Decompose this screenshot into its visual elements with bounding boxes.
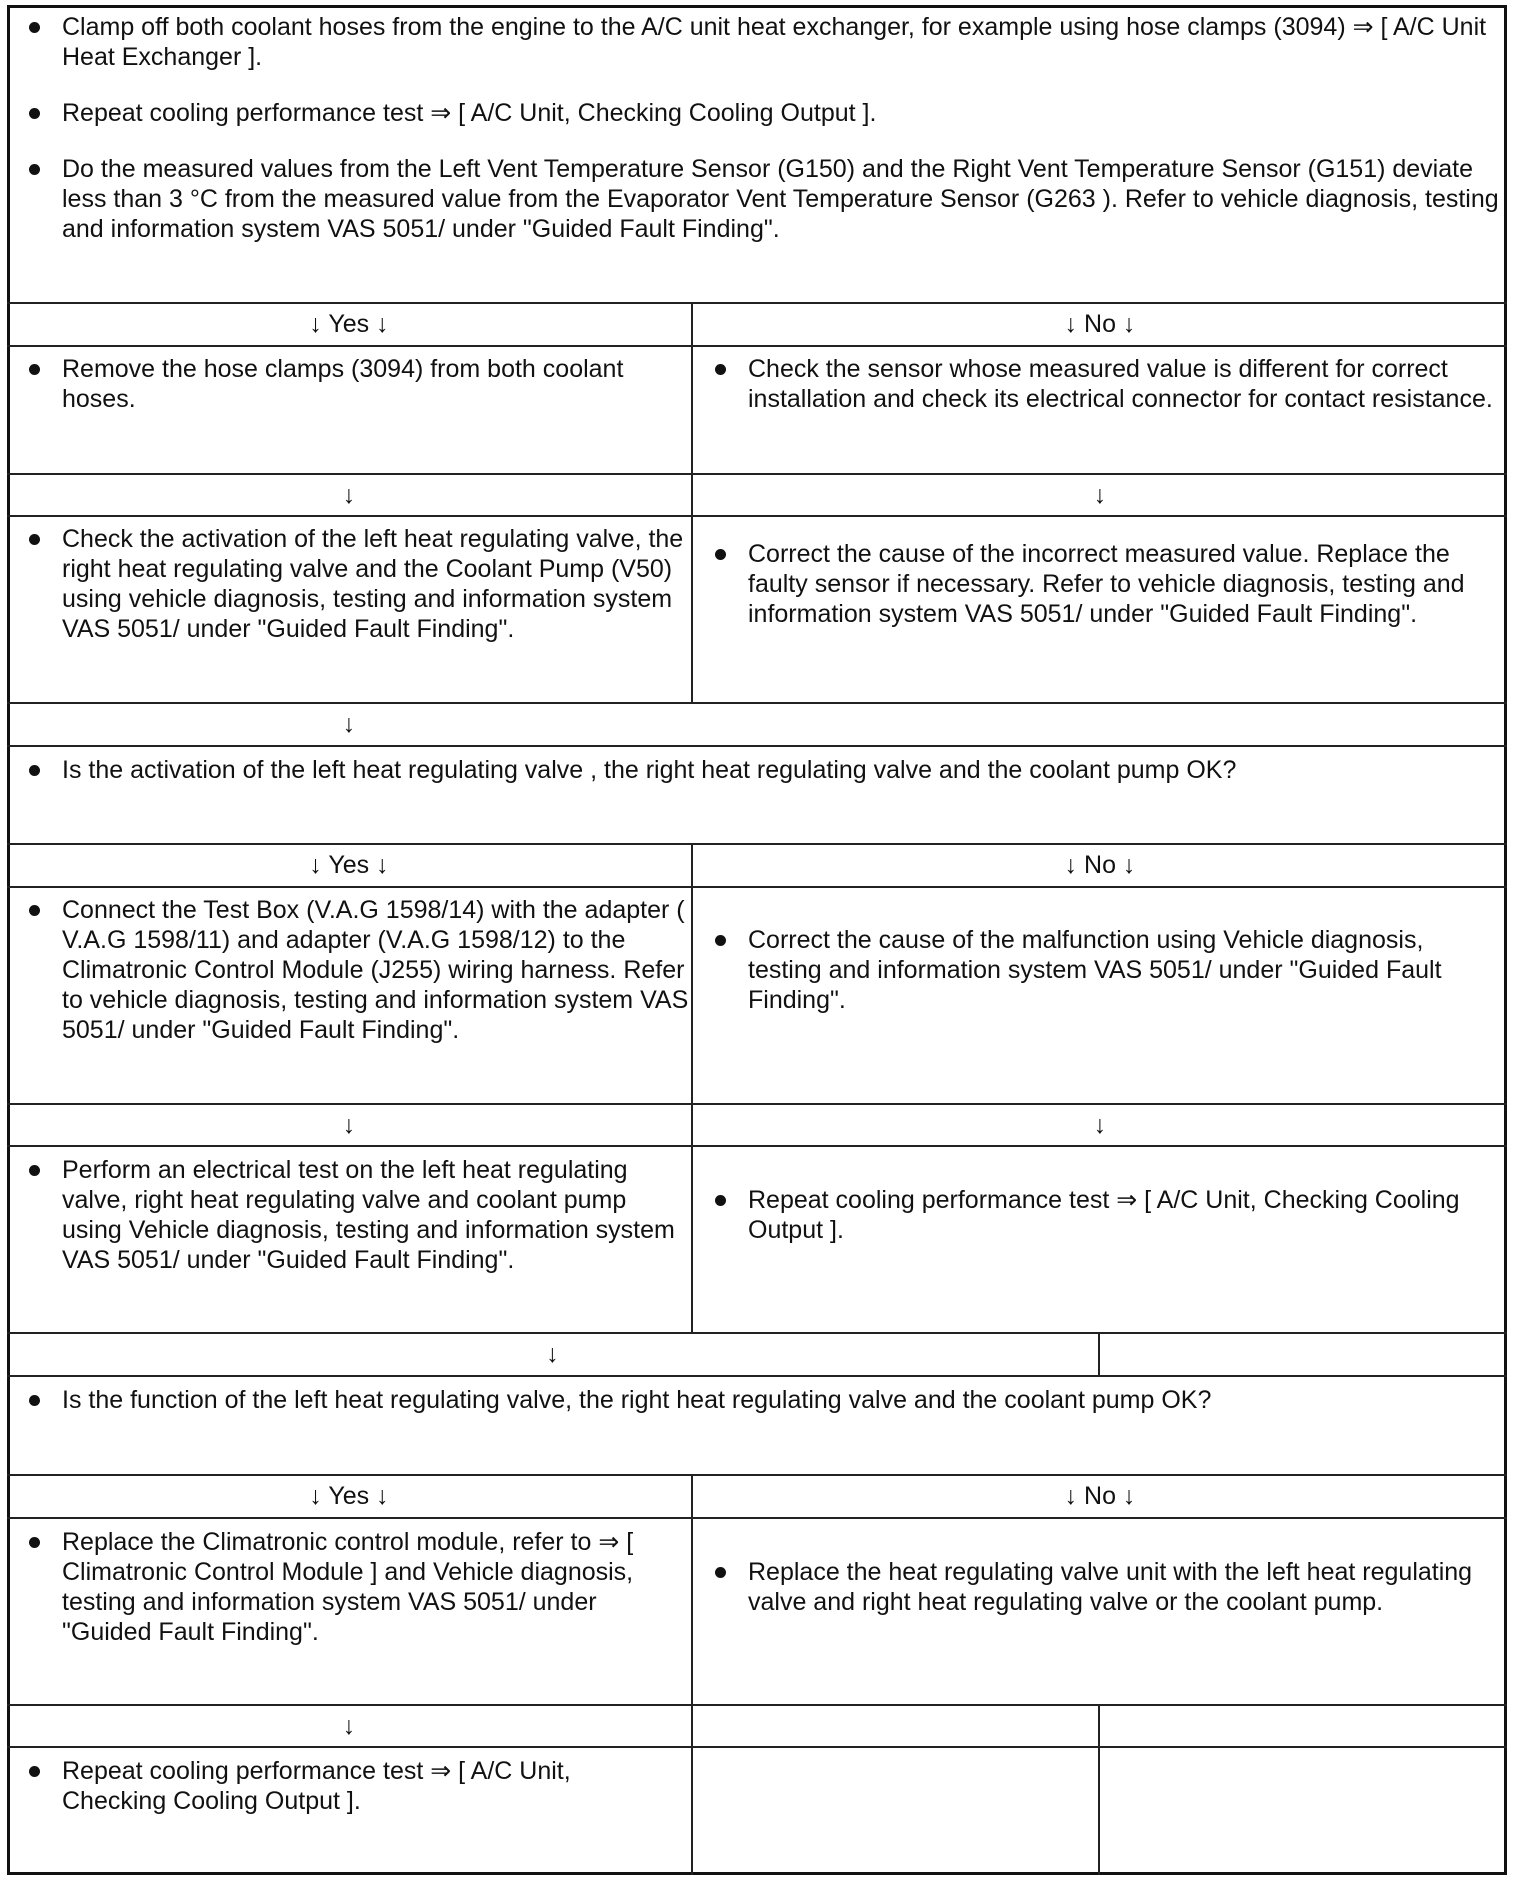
row-divider — [7, 1746, 1507, 1748]
no-instruction: Check the sensor whose measured value is different for correct installation and check its electrical connector for contact resistance. — [748, 354, 1500, 414]
no-label: ↓ No ↓ — [1064, 851, 1136, 879]
yes-instruction: Check the activation of the left heat regulating valve, the right heat regulating valve and the Coolant Pump (V50) using vehicle diagnosis, testing and information system VAS 5051/ under "Guided Fault Finding". — [62, 524, 688, 644]
row-divider — [7, 745, 1507, 747]
down-arrow: ↓ — [546, 1340, 559, 1368]
no-label: ↓ No ↓ — [1064, 310, 1136, 338]
column-divider — [1098, 1704, 1100, 1875]
row-divider — [7, 1145, 1507, 1147]
yes-label: ↓ Yes ↓ — [309, 1482, 389, 1510]
row-divider — [7, 886, 1507, 888]
yes-label: ↓ Yes ↓ — [309, 310, 389, 338]
yes-label: ↓ Yes ↓ — [309, 851, 389, 879]
no-label: ↓ No ↓ — [1064, 1482, 1136, 1510]
down-arrow: ↓ — [342, 1712, 356, 1740]
no-instruction: Correct the cause of the malfunction using Vehicle diagnosis, testing and information system VAS 5051/ under "Guided Fault Finding". — [748, 925, 1500, 1015]
row-divider — [7, 1375, 1507, 1377]
down-arrow: ↓ — [342, 1111, 356, 1139]
row-divider — [7, 1517, 1507, 1519]
no-instruction: Correct the cause of the incorrect measured value. Replace the faulty sensor if necessary. Refer to vehicle diagnosis, testing and information system VAS 5051/ under "Guided Fault Finding". — [748, 539, 1500, 629]
instruction-text: Repeat cooling performance test ⇒ [ A/C Unit, Checking Cooling Output ]. — [62, 98, 1502, 128]
yes-instruction: Replace the Climatronic control module, refer to ⇒ [ Climatronic Control Module ] and Vehicle diagnosis, testing and information system VAS 5051/ under "Guided Fault Finding". — [62, 1527, 682, 1647]
yes-instruction: Perform an electrical test on the left heat regulating valve, right heat regulating valve and coolant pump using Vehicle diagnosis, testing and information system VAS 5051/ under "Guided Fault Finding". — [62, 1155, 688, 1275]
column-divider — [1098, 1332, 1100, 1375]
row-divider — [7, 515, 1507, 517]
final-instruction: Repeat cooling performance test ⇒ [ A/C Unit, Checking Cooling Output ]. — [62, 1756, 642, 1816]
yes-instruction: Remove the hose clamps (3094) from both coolant hoses. — [62, 354, 682, 414]
question-text: Is the function of the left heat regulating valve, the right heat regulating valve and the coolant pump OK? — [62, 1385, 1502, 1415]
down-arrow: ↓ — [1093, 1111, 1107, 1139]
column-divider — [691, 1474, 693, 1875]
down-arrow: ↓ — [1093, 481, 1107, 509]
yes-instruction: Connect the Test Box (V.A.G 1598/14) with the adapter ( V.A.G 1598/11) and adapter (V.A.G 1598/12) to the Climatronic Control Module (J255) wiring harness. Refer to vehicle diagnosis, testing and information system VAS 5051/ under "Guided Fault Finding". — [62, 895, 692, 1045]
no-instruction: Replace the heat regulating valve unit with the left heat regulating valve and right heat regulating valve or the coolant pump. — [748, 1557, 1500, 1617]
no-instruction: Repeat cooling performance test ⇒ [ A/C Unit, Checking Cooling Output ]. — [748, 1185, 1500, 1245]
row-divider — [7, 345, 1507, 347]
question-text: Is the activation of the left heat regulating valve , the right heat regulating valve and the coolant pump OK? — [62, 755, 1502, 785]
question-text: Do the measured values from the Left Vent Temperature Sensor (G150) and the Right Vent Temperature Sensor (G151) deviate less than 3 °C from the measured value from the Evaporator Vent Temperature Sensor (G263 ). Refer to vehicle diagnosis, testing and information system VAS 5051/ under "Guided Fault Finding". — [62, 154, 1502, 244]
down-arrow: ↓ — [342, 481, 356, 509]
instruction-text: Clamp off both coolant hoses from the engine to the A/C unit heat exchanger, for example using hose clamps (3094) ⇒ [ A/C Unit Heat Exchanger ]. — [62, 12, 1502, 72]
down-arrow: ↓ — [342, 710, 356, 738]
